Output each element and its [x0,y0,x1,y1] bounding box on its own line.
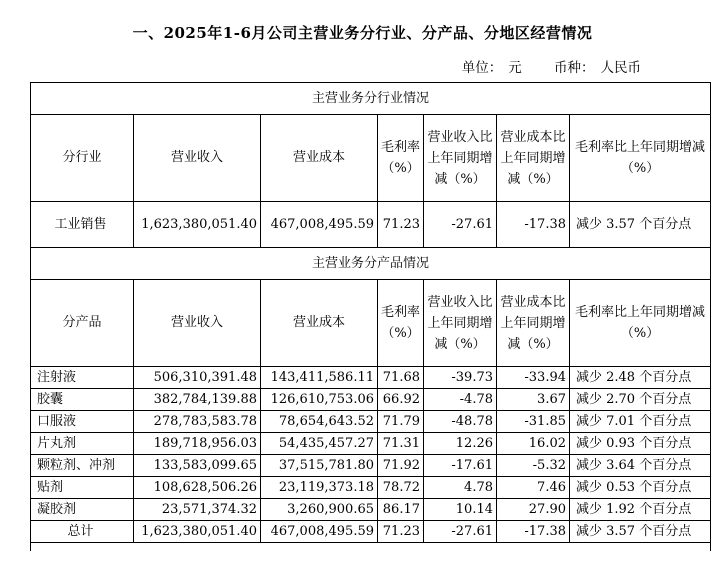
header-cell: 分产品 [31,280,134,367]
revenue-cell: 382,784,139.88 [134,389,261,411]
product-row [31,433,711,455]
product-row [31,455,711,477]
product-row [31,367,711,389]
product-row [31,477,711,499]
page-title: 一、2025年1-6月公司主营业务分行业、分产品、分地区经营情况 [132,24,593,42]
revenue-change-cell: -39.73 [424,367,497,389]
cost-cell: 126,610,753.06 [261,389,378,411]
margin-cell: 71.92 [378,455,424,477]
cost-change-cell: 7.46 [497,477,570,499]
table-continuation-cell [31,543,711,552]
revenue-change-cell: -48.78 [424,411,497,433]
cost-cell: 54,435,457.27 [261,433,378,455]
business-table [30,82,711,551]
unit-label: 单位： [461,60,503,76]
unit-currency-line [456,56,641,76]
product-name: 口服液 [31,411,134,433]
revenue-cell: 1,623,380,051.40 [134,521,261,543]
product-name: 颗粒剂、冲剂 [31,455,134,477]
margin-cell: 66.92 [378,389,424,411]
margin-change-cell: 减少 3.64 个百分点 [570,455,711,477]
product-row [31,521,711,543]
header-cell: 营业收入比上年同期增减（%） [424,280,497,367]
margin-cell: 78.72 [378,477,424,499]
cost-change-cell: -17.38 [497,521,570,543]
product-name: 总计 [31,521,134,543]
revenue-cell: 108,628,506.26 [134,477,261,499]
revenue-change-cell: -27.61 [424,202,497,248]
margin-cell: 71.79 [378,411,424,433]
cost-change-cell: -33.94 [497,367,570,389]
margin-cell: 71.31 [378,433,424,455]
margin-change-cell: 减少 3.57 个百分点 [570,521,711,543]
cost-change-cell: 3.67 [497,389,570,411]
margin-change-cell: 减少 0.93 个百分点 [570,433,711,455]
product-name: 凝胶剂 [31,499,134,521]
header-cell: 营业收入比上年同期增减（%） [424,115,497,202]
margin-cell: 71.23 [378,202,424,248]
header-cell: 营业成本比上年同期增减（%） [497,115,570,202]
revenue-change-cell: 4.78 [424,477,497,499]
cost-change-cell: -17.38 [497,202,570,248]
cost-change-cell: 16.02 [497,433,570,455]
product-name: 注射液 [31,367,134,389]
industry-header-row [31,115,711,202]
revenue-cell: 1,623,380,051.40 [134,202,261,248]
industry-section-caption: 主营业务分行业情况 [31,83,711,115]
margin-cell: 71.23 [378,521,424,543]
cost-change-cell: -31.85 [497,411,570,433]
margin-change-cell: 减少 0.53 个百分点 [570,477,711,499]
header-cell: 营业收入 [134,280,261,367]
cost-cell: 3,260,900.65 [261,499,378,521]
margin-change-cell: 减少 2.48 个百分点 [570,367,711,389]
revenue-cell: 133,583,099.65 [134,455,261,477]
header-cell: 毛利率（%） [378,115,424,202]
revenue-change-cell: 10.14 [424,499,497,521]
revenue-cell: 506,310,391.48 [134,367,261,389]
cost-change-cell: -5.32 [497,455,570,477]
industry-row [31,202,711,248]
header-cell: 营业成本比上年同期增减（%） [497,280,570,367]
product-name: 胶囊 [31,389,134,411]
industry-section-caption-row [31,83,711,115]
header-cell: 分行业 [31,115,134,202]
cost-cell: 467,008,495.59 [261,202,378,248]
margin-change-cell: 减少 3.57 个百分点 [570,202,711,248]
revenue-cell: 189,718,956.03 [134,433,261,455]
product-section-caption-row [31,248,711,280]
product-section-caption: 主营业务分产品情况 [31,248,711,280]
revenue-cell: 23,571,374.32 [134,499,261,521]
header-cell: 毛利率比上年同期增减（%） [570,115,711,202]
cost-change-cell: 27.90 [497,499,570,521]
product-row [31,499,711,521]
header-cell: 毛利率（%） [378,280,424,367]
margin-change-cell: 减少 7.01 个百分点 [570,411,711,433]
revenue-cell: 278,783,583.78 [134,411,261,433]
product-row [31,411,711,433]
header-cell: 毛利率比上年同期增减（%） [570,280,711,367]
cost-cell: 37,515,781.80 [261,455,378,477]
header-cell: 营业成本 [261,280,378,367]
revenue-change-cell: -27.61 [424,521,497,543]
industry-name: 工业销售 [31,202,134,248]
unit-value: 元 [508,60,522,76]
product-row [31,389,711,411]
currency-label: 币种： [554,60,595,76]
cost-cell: 78,654,643.52 [261,411,378,433]
table-continuation-row [31,543,711,552]
cost-cell: 23,119,373.18 [261,477,378,499]
margin-change-cell: 减少 1.92 个百分点 [570,499,711,521]
header-cell: 营业成本 [261,115,378,202]
margin-cell: 86.17 [378,499,424,521]
revenue-change-cell: -4.78 [424,389,497,411]
currency-value: 人民币 [600,60,641,76]
margin-cell: 71.68 [378,367,424,389]
product-name: 贴剂 [31,477,134,499]
cost-cell: 143,411,586.11 [261,367,378,389]
margin-change-cell: 减少 2.70 个百分点 [570,389,711,411]
product-header-row [31,280,711,367]
revenue-change-cell: 12.26 [424,433,497,455]
product-name: 片丸剂 [31,433,134,455]
revenue-change-cell: -17.61 [424,455,497,477]
header-cell: 营业收入 [134,115,261,202]
cost-cell: 467,008,495.59 [261,521,378,543]
